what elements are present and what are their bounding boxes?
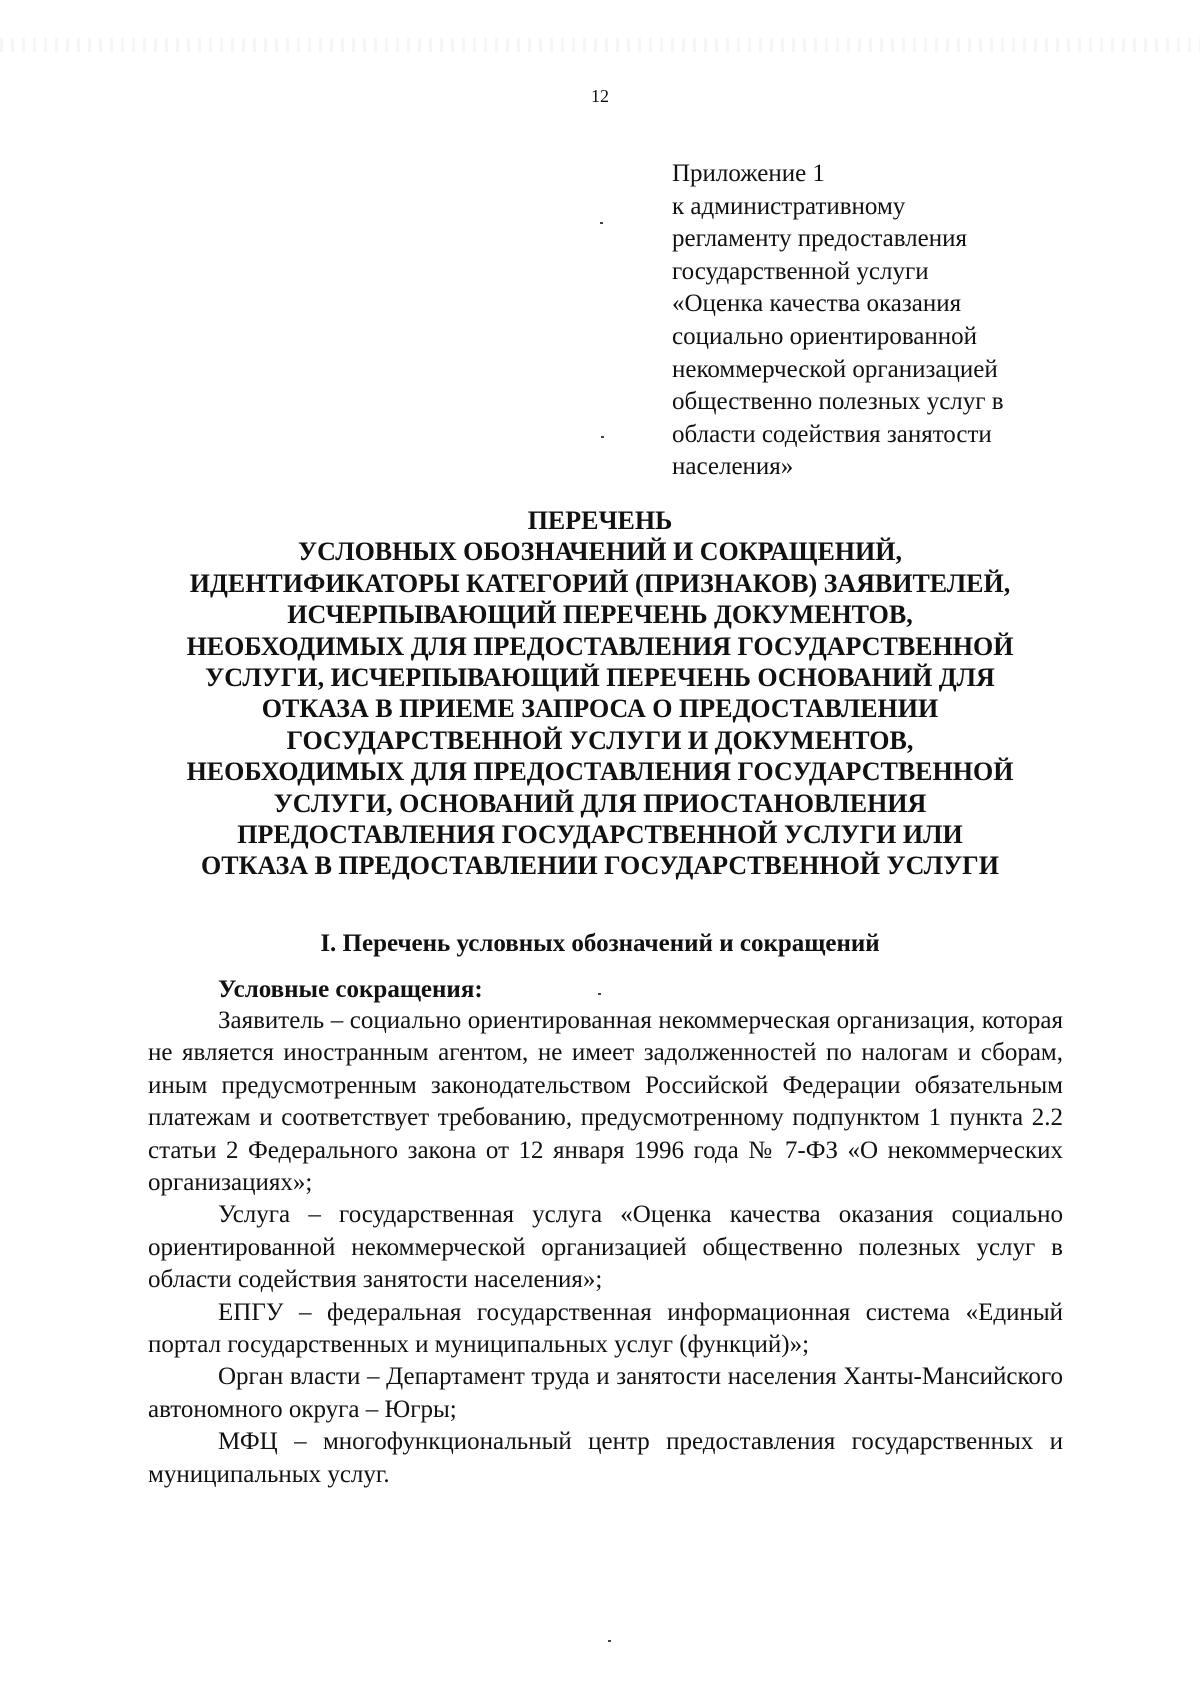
definition-epgu: ЕПГУ – федеральная государственная информационная система «Единый портал государственных и муниципальных услуг (функций)»; [148,1298,1063,1359]
definition-applicant: Заявитель – социально ориентированная некоммерческая организация, которая не является иностранным агентом, не имеет задолженностей по налогам и сборам, иным предусмотренным законодательством Российской Федерации обязательным платежам и соответствует требованию, предусмотренному подпунктом 1 пункта 2.2 статьи 2 Федерального закона от 12 января 1996 года № 7-ФЗ «О некоммерческих организациях»; [148,1007,1063,1197]
scan-noise-strip [0,38,1200,52]
scan-speck [601,436,604,438]
scan-speck [608,1640,611,1642]
page-number: 12 [591,86,609,106]
document-title [120,505,1080,882]
section-heading: I. Перечень условных обозначений и сокращений [320,930,880,957]
appendix-line: общественно полезных услуг в [672,388,1004,416]
appendix-line: к административному [672,192,906,220]
appendix-line: населения» [672,453,794,481]
appendix-line: регламенту предоставления [672,225,968,253]
title-line: ПЕРЕЧЕНЬ [527,506,673,535]
title-line: ОТКАЗА В ПРЕДОСТАВЛЕНИИ ГОСУДАРСТВЕННОЙ УСЛУГИ [201,851,999,881]
definitions-list [148,1005,1063,1491]
definition-mfc: МФЦ – многофункциональный центр предоставления государственных и муниципальных услуг. [148,1428,1063,1488]
appendix-line: области содействия занятости [672,420,992,448]
title-line: УСЛОВНЫХ ОБОЗНАЧЕНИЙ И СОКРАЩЕНИЙ, [298,537,902,567]
appendix-line: государственной услуги [672,257,929,285]
title-line: НЕОБХОДИМЫХ ДЛЯ ПРЕДОСТАВЛЕНИЯ ГОСУДАРСТВЕННОЙ [186,757,1014,787]
appendix-line: Приложение 1 [672,160,825,187]
title-line: УСЛУГИ, ИСЧЕРПЫВАЮЩИЙ ПЕРЕЧЕНЬ ОСНОВАНИЙ ДЛЯ [205,663,995,693]
title-line: НЕОБХОДИМЫХ ДЛЯ ПРЕДОСТАВЛЕНИЯ ГОСУДАРСТВЕННОЙ [186,631,1014,661]
appendix-line: некоммерческой организацией [672,355,998,383]
title-line: ГОСУДАРСТВЕННОЙ УСЛУГИ И ДОКУМЕНТОВ, [286,725,914,755]
title-line: ПРЕДОСТАВЛЕНИЯ ГОСУДАРСТВЕННОЙ УСЛУГИ ИЛИ [237,820,963,850]
definition-service: Услуга – государственная услуга «Оценка качества оказания социально ориентированной некоммерческой организацией общественно полезных услуг в области содействия занятости населения»; [148,1201,1063,1294]
title-line: ИДЕНТИФИКАТОРЫ КАТЕГОРИЙ (ПРИЗНАКОВ) ЗАЯВИТЕЛЕЙ, [189,568,1011,598]
definition-authority: Орган власти – Департамент труда и занятости населения Ханты-Мансийского автономного округа – Югры; [148,1363,1063,1423]
scan-speck [600,222,603,224]
scan-speck [598,993,601,995]
appendix-line: социально ориентированной [672,322,978,350]
title-line: ИСЧЕРПЫВАЮЩИЙ ПЕРЕЧЕНЬ ДОКУМЕНТОВ, [287,600,913,630]
title-line: ОТКАЗА В ПРИЕМЕ ЗАПРОСА О ПРЕДОСТАВЛЕНИИ [261,694,939,724]
abbreviations-subheading: Условные сокращения: [218,976,483,1003]
title-line: УСЛУГИ, ОСНОВАНИЙ ДЛЯ ПРИОСТАНОВЛЕНИЯ [273,788,927,818]
appendix-header [672,158,1112,484]
appendix-line: «Оценка качества оказания [672,290,962,318]
